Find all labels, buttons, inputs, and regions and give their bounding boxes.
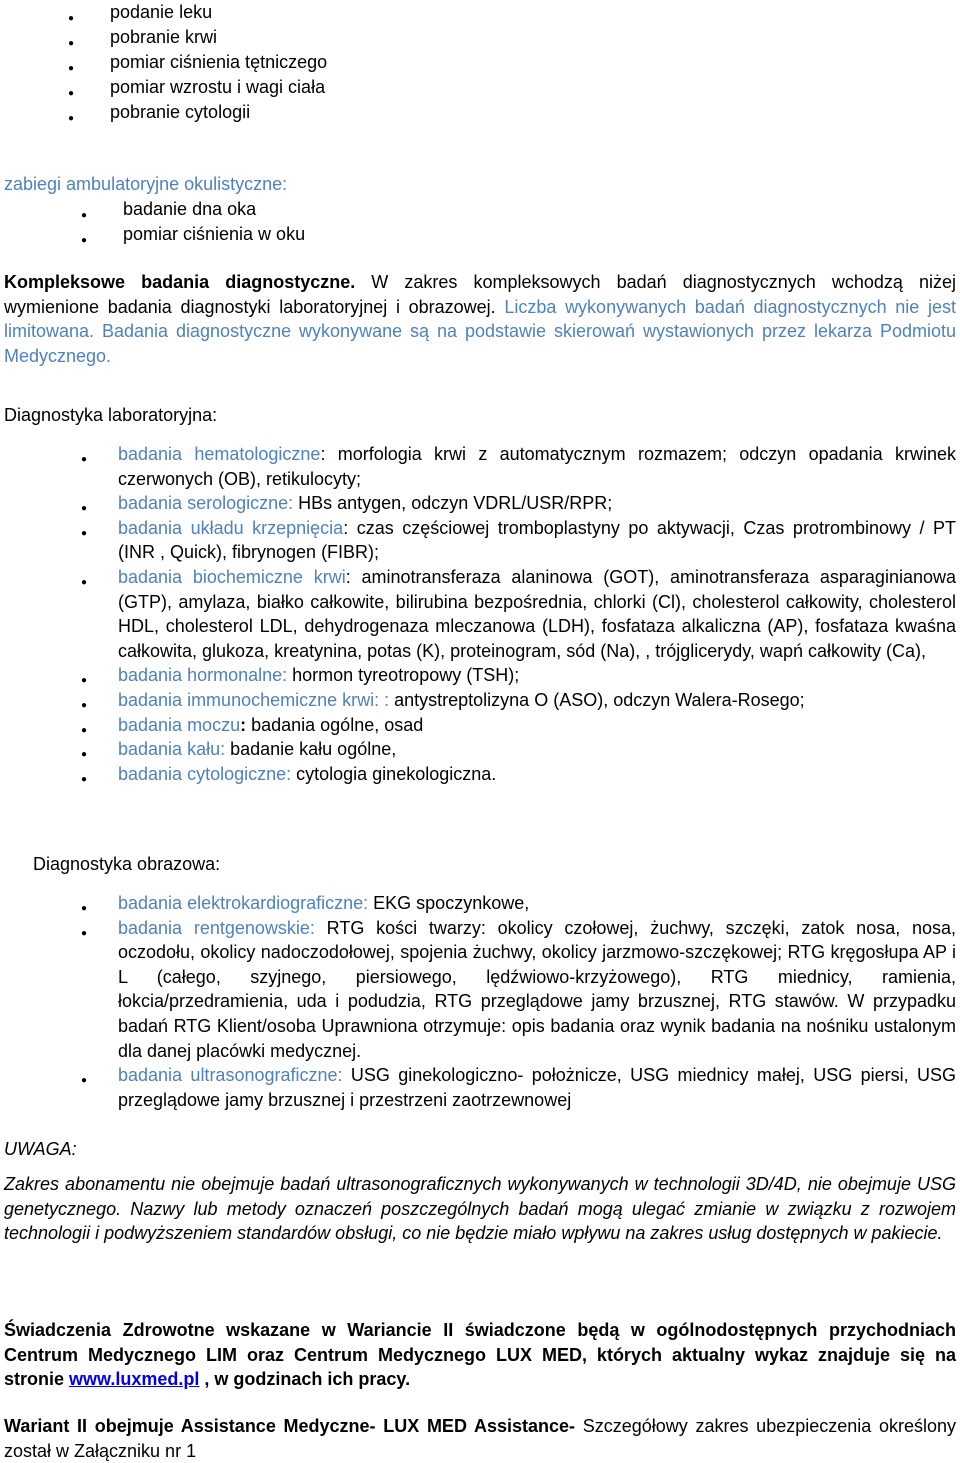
luxmed-link[interactable]: www.luxmed.pl bbox=[69, 1369, 200, 1389]
item-label: badania hematologiczne bbox=[118, 444, 321, 464]
complex-diagnostics-paragraph bbox=[4, 270, 956, 368]
item-text: : morfologia krwi z automatycznym rozmazem; odczyn opadania krwinek czerwonych (OB), retikulocyty; bbox=[118, 444, 956, 489]
item-label: badania moczu bbox=[118, 714, 241, 735]
item-text: : aminotransferaza alaninowa (GOT), aminotransferaza asparaginianowa (GTP), amylaza, białko całkowite, bilirubina bezpośrednia, chlorki (Cl), cholesterol całkowity, cholesterol HDL, cholesterol LDL, dehydrogenaza mleczanowa (LDH), fosfataza alkaliczna (AP), fosfataza kwaśna całkowita, glukoza, kreatynina, potas (K), proteinogram, sód (Na), , trójglicerydy, wapń całkowity (Ca), bbox=[118, 566, 956, 661]
list-item: ● podanie leku bbox=[110, 0, 950, 25]
item-text: : czas częściowej tromboplastyny po aktywacji, Czas protrombinowy / PT (INR , Quick), fibrynogen (FIBR); bbox=[118, 517, 957, 563]
item-label: badania cytologiczne: bbox=[118, 763, 292, 784]
list-item bbox=[118, 737, 956, 762]
variant-paragraph bbox=[4, 1414, 956, 1463]
list-item bbox=[118, 565, 956, 663]
variant-text: Szczegółowy zakres ubezpieczenia określony został w Załączniku nr 1 bbox=[4, 1416, 957, 1461]
note-heading: UWAGA: bbox=[4, 1139, 77, 1159]
item-text: cytologia ginekologiczna. bbox=[291, 763, 497, 784]
list-item: ● pomiar ciśnienia w oku bbox=[123, 222, 305, 247]
list-item bbox=[118, 442, 956, 491]
list-item bbox=[118, 516, 956, 565]
list-item: ● pobranie cytologii bbox=[110, 100, 950, 125]
services-text: Świadczenia Zdrowotne wskazane w Wariancie II świadczone będą w ogólnodostępnych przychodniach Centrum Medycznego LIM oraz Centrum Medycznego LUX MED, których aktualny wykaz znajduje się na stronie bbox=[4, 1320, 956, 1389]
complex-diagnostics-limit: Liczba wykonywanych badań diagnostycznych nie jest limitowana. bbox=[4, 296, 956, 341]
list-item bbox=[118, 891, 956, 916]
complex-diagnostics-text: W zakres kompleksowych badań diagnostycznych wchodzą niżej wymienione badania diagnostyki laboratoryjnej i obrazowej. bbox=[4, 272, 956, 317]
list-item: ● pobranie krwi bbox=[110, 25, 950, 50]
list-item: ● pomiar wzrostu i wagi ciała bbox=[110, 75, 950, 100]
item-text: EKG spoczynkowe, bbox=[368, 893, 530, 913]
imaging-diagnostics-heading: Diagnostyka obrazowa: bbox=[33, 854, 221, 874]
item-text: badanie kału ogólne, bbox=[225, 739, 397, 760]
item-label: badania biochemiczne krwi bbox=[118, 566, 346, 587]
services-paragraph bbox=[4, 1318, 956, 1392]
item-label: badania układu krzepnięcia bbox=[118, 517, 344, 538]
item-label: badania kału: bbox=[118, 739, 226, 760]
item-text: antystreptolizyna O (ASO), odczyn Walera-Rosego; bbox=[389, 689, 805, 710]
item-text: HBs antygen, odczyn VDRL/USR/RPR; bbox=[293, 493, 613, 514]
item-label: badania rentgenowskie: bbox=[118, 917, 315, 938]
list-item bbox=[118, 663, 956, 688]
variant-title: Wariant II obejmuje Assistance Medyczne- LUX MED Assistance- bbox=[4, 1416, 576, 1436]
list-item: ● pomiar ciśnienia tętniczego bbox=[110, 50, 950, 75]
list-item bbox=[118, 1063, 956, 1112]
ambulatory-heading: zabiegi ambulatoryjne okulistyczne: bbox=[4, 174, 288, 194]
list-item bbox=[118, 916, 956, 1064]
item-label: badania ultrasonograficzne: bbox=[118, 1065, 343, 1086]
lab-diagnostics-heading: Diagnostyka laboratoryjna: bbox=[4, 405, 218, 425]
complex-diagnostics-title: Kompleksowe badania diagnostyczne. bbox=[4, 272, 356, 292]
item-text: badania ogólne, osad bbox=[246, 714, 424, 735]
item-label: badania elektrokardiograficzne: bbox=[118, 893, 369, 913]
list-item bbox=[118, 713, 956, 738]
item-colon: : bbox=[240, 714, 247, 735]
item-text: hormon tyreotropowy (TSH); bbox=[287, 665, 520, 686]
item-label: badania immunochemiczne krwi: : bbox=[118, 689, 390, 710]
item-label: badania hormonalne: bbox=[118, 665, 288, 686]
item-text: RTG kości twarzy: okolicy czołowej, żuchwy, szczęki, zatok nosa, nosa, oczodołu, okolicy nadoczodołowej, spojenia żuchwy, okolicy jarzmowo-szczękowej; RTG kręgosłupa AP i L (całego, szyjnego, piersiowego, lędźwiowo-krzyżowego), RTG miednicy, ramienia, łokcia/przedramienia, uda i podudzia, RTG przeglądowe jamy brzusznej, RTG stawów. W przypadku badań RTG Klient/osoba Uprawniona otrzymuje: opis badania oraz wynik badania na nośniku ustalonym dla danej placówki medycznej. bbox=[118, 917, 957, 1061]
ambulatory-list bbox=[123, 197, 305, 247]
complex-diagnostics-referral: Badania diagnostyczne wykonywane są na podstawie skierowań wystawionych przez lekarza Podmiotu Medycznego. bbox=[4, 321, 956, 366]
item-label: badania serologiczne: bbox=[118, 493, 294, 514]
list-item: ● badanie dna oka bbox=[123, 197, 305, 222]
note-text: Zakres abonamentu nie obejmuje badań ultrasonograficznych wykonywanych w technologii 3D/4D, nie obejmuje USG genetycznego. Nazwy lub metody oznaczeń poszczególnych badań mogą ulegać zmianie w związku z rozwojem technologii i podwyższeniem standardów obsługi, co nie będzie miało wpływu na zakres usług dostępnych w pakiecie. bbox=[4, 1174, 956, 1243]
service-list bbox=[110, 0, 950, 125]
imaging-diagnostics-list bbox=[118, 891, 956, 1112]
item-text: USG ginekologiczno- położnicze, USG miednicy małej, USG piersi, USG przeglądowe jamy brzusznej i przestrzeni zaotrzewnowej bbox=[118, 1065, 956, 1110]
list-item bbox=[118, 491, 956, 516]
lab-diagnostics-list bbox=[118, 442, 956, 786]
list-item bbox=[118, 688, 956, 713]
services-text-end: , w godzinach ich pracy. bbox=[199, 1369, 411, 1389]
list-item bbox=[118, 762, 956, 787]
